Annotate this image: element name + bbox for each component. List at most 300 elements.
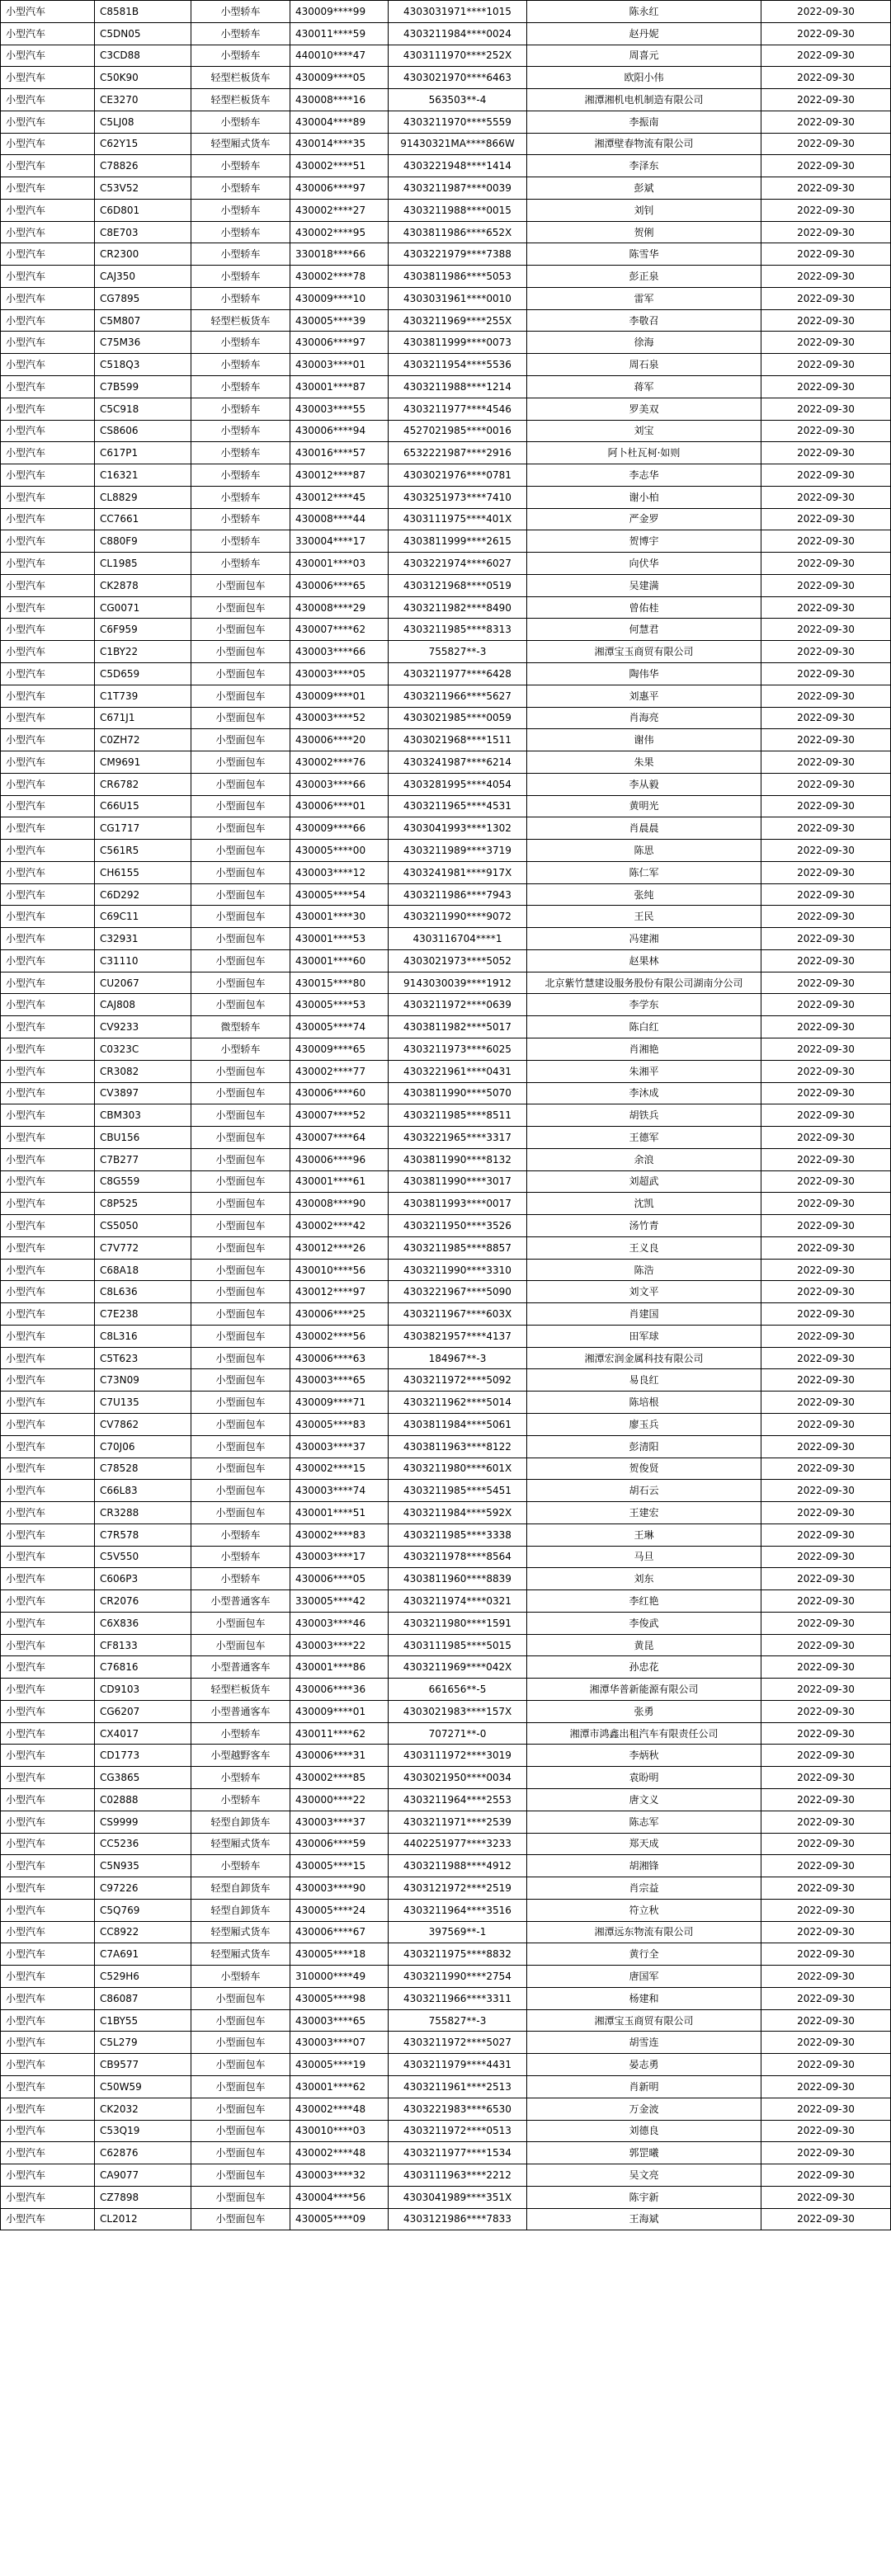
id-number-cell: 430001****30 (290, 906, 389, 928)
certificate-number-cell: 4303811990****8132 (389, 1148, 527, 1170)
vehicle-class-cell: 小型汽车 (1, 1325, 95, 1347)
vehicle-type-cell: 小型轿车 (191, 221, 290, 243)
date-cell: 2022-09-30 (761, 287, 891, 309)
vehicle-type-cell: 小型轿车 (191, 243, 290, 266)
vehicle-class-cell: 小型汽车 (1, 1369, 95, 1392)
certificate-number-cell: 4303211985****8857 (389, 1236, 527, 1259)
vehicle-class-cell: 小型汽车 (1, 354, 95, 376)
owner-cell: 杨建和 (527, 1987, 761, 2009)
owner-cell: 张纯 (527, 883, 761, 906)
plate-number-cell: C3CD88 (95, 45, 191, 67)
certificate-number-cell: 4303211987****0039 (389, 177, 527, 200)
owner-cell: 罗美双 (527, 398, 761, 420)
vehicle-class-cell: 小型汽车 (1, 707, 95, 729)
table-row (1, 861, 891, 883)
table-row (1, 1303, 891, 1326)
id-number-cell: 330004****17 (290, 530, 389, 553)
id-number-cell: 430006****97 (290, 177, 389, 200)
certificate-number-cell: 4303211985****3338 (389, 1523, 527, 1546)
plate-number-cell: CC5236 (95, 1833, 191, 1855)
id-number-cell: 430009****71 (290, 1392, 389, 1414)
vehicle-type-cell: 小型轿车 (191, 111, 290, 133)
id-number-cell: 330005****42 (290, 1590, 389, 1613)
plate-number-cell: CA9077 (95, 2164, 191, 2187)
table-row (1, 641, 891, 663)
owner-cell: 王德军 (527, 1127, 761, 1149)
owner-cell: 彭正泉 (527, 266, 761, 288)
date-cell: 2022-09-30 (761, 949, 891, 972)
vehicle-type-cell: 小型面包车 (191, 2142, 290, 2164)
certificate-number-cell: 4303821957****4137 (389, 1325, 527, 1347)
date-cell: 2022-09-30 (761, 596, 891, 619)
table-row (1, 1987, 891, 2009)
plate-number-cell: C7U135 (95, 1392, 191, 1414)
table-row (1, 883, 891, 906)
table-row (1, 177, 891, 200)
date-cell: 2022-09-30 (761, 133, 891, 155)
owner-cell: 湘潭华普新能源有限公司 (527, 1679, 761, 1701)
plate-number-cell: C5D659 (95, 662, 191, 685)
certificate-number-cell: 4303211990****2754 (389, 1966, 527, 1988)
plate-number-cell: C7B277 (95, 1148, 191, 1170)
plate-number-cell: C8P525 (95, 1193, 191, 1215)
plate-number-cell: C62876 (95, 2142, 191, 2164)
plate-number-cell: C70J06 (95, 1435, 191, 1458)
plate-number-cell: CS5050 (95, 1215, 191, 1237)
vehicle-class-cell: 小型汽车 (1, 795, 95, 817)
certificate-number-cell: 4303211988****0015 (389, 199, 527, 221)
date-cell: 2022-09-30 (761, 840, 891, 862)
vehicle-type-cell: 小型面包车 (191, 662, 290, 685)
owner-cell: 胡石云 (527, 1480, 761, 1502)
certificate-number-cell: 4303211972****5092 (389, 1369, 527, 1392)
vehicle-class-cell: 小型汽车 (1, 309, 95, 332)
table-row (1, 1392, 891, 1414)
vehicle-class-cell: 小型汽车 (1, 574, 95, 596)
plate-number-cell: C880F9 (95, 530, 191, 553)
certificate-number-cell: 4303211970****5559 (389, 111, 527, 133)
certificate-number-cell: 4303221974****6027 (389, 553, 527, 575)
table-row (1, 1546, 891, 1568)
date-cell: 2022-09-30 (761, 685, 891, 707)
plate-number-cell: C53V52 (95, 177, 191, 200)
vehicle-type-cell: 小型面包车 (191, 1612, 290, 1634)
plate-number-cell: CG7895 (95, 287, 191, 309)
vehicle-class-cell: 小型汽车 (1, 840, 95, 862)
date-cell: 2022-09-30 (761, 1435, 891, 1458)
vehicle-class-cell: 小型汽车 (1, 530, 95, 553)
table-row (1, 994, 891, 1016)
owner-cell: 湘潭宝玉商贸有限公司 (527, 641, 761, 663)
certificate-number-cell: 4303211985****8313 (389, 619, 527, 641)
date-cell: 2022-09-30 (761, 442, 891, 464)
date-cell: 2022-09-30 (761, 1612, 891, 1634)
table-row (1, 1966, 891, 1988)
id-number-cell: 430006****97 (290, 332, 389, 354)
id-number-cell: 430008****16 (290, 89, 389, 111)
date-cell: 2022-09-30 (761, 641, 891, 663)
owner-cell: 何慧君 (527, 619, 761, 641)
date-cell: 2022-09-30 (761, 1038, 891, 1060)
vehicle-type-cell: 小型面包车 (191, 2009, 290, 2032)
plate-number-cell: CX4017 (95, 1722, 191, 1745)
vehicle-type-cell: 小型面包车 (191, 1392, 290, 1414)
date-cell: 2022-09-30 (761, 508, 891, 530)
plate-number-cell: C6X836 (95, 1612, 191, 1634)
date-cell: 2022-09-30 (761, 2142, 891, 2164)
table-row (1, 1612, 891, 1634)
plate-number-cell: CC7661 (95, 508, 191, 530)
certificate-number-cell: 4303221979****7388 (389, 243, 527, 266)
plate-number-cell: C53Q19 (95, 2120, 191, 2142)
id-number-cell: 430005****53 (290, 994, 389, 1016)
table-row (1, 221, 891, 243)
certificate-number-cell: 4303211990****9072 (389, 906, 527, 928)
vehicle-class-cell: 小型汽车 (1, 1215, 95, 1237)
id-number-cell: 430002****83 (290, 1523, 389, 1546)
date-cell: 2022-09-30 (761, 221, 891, 243)
vehicle-class-cell: 小型汽车 (1, 45, 95, 67)
owner-cell: 彭斌 (527, 177, 761, 200)
date-cell: 2022-09-30 (761, 817, 891, 840)
id-number-cell: 430010****56 (290, 1259, 389, 1281)
certificate-number-cell: 4303021973****5052 (389, 949, 527, 972)
owner-cell: 王建宏 (527, 1502, 761, 1524)
owner-cell: 刘东 (527, 1568, 761, 1590)
table-row (1, 1523, 891, 1546)
vehicle-type-cell: 小型轿车 (191, 354, 290, 376)
id-number-cell: 430005****18 (290, 1943, 389, 1966)
owner-cell: 陈白红 (527, 1016, 761, 1038)
owner-cell: 田军球 (527, 1325, 761, 1347)
table-row (1, 2120, 891, 2142)
id-number-cell: 430003****37 (290, 1811, 389, 1833)
certificate-number-cell: 4303211986****7943 (389, 883, 527, 906)
certificate-number-cell: 4303211964****2553 (389, 1789, 527, 1811)
plate-number-cell: CG0071 (95, 596, 191, 619)
date-cell: 2022-09-30 (761, 2009, 891, 2032)
vehicle-type-cell: 轻型厢式货车 (191, 1921, 290, 1943)
owner-cell: 刘文平 (527, 1281, 761, 1303)
owner-cell: 沈凯 (527, 1193, 761, 1215)
id-number-cell: 430009****10 (290, 287, 389, 309)
table-row (1, 1634, 891, 1656)
certificate-number-cell: 4303811986****652X (389, 221, 527, 243)
table-row (1, 773, 891, 795)
certificate-number-cell: 4303211988****1214 (389, 376, 527, 398)
owner-cell: 周石泉 (527, 354, 761, 376)
vehicle-class-cell: 小型汽车 (1, 1855, 95, 1877)
plate-number-cell: C86087 (95, 1987, 191, 2009)
certificate-number-cell: 4303211972****0513 (389, 2120, 527, 2142)
vehicle-type-cell: 轻型自卸货车 (191, 1877, 290, 1900)
id-number-cell: 430001****87 (290, 376, 389, 398)
vehicle-type-cell: 小型轿车 (191, 1, 290, 23)
owner-cell: 肖晨晨 (527, 817, 761, 840)
vehicle-class-cell: 小型汽车 (1, 994, 95, 1016)
vehicle-type-cell: 小型面包车 (191, 2098, 290, 2120)
plate-number-cell: C529H6 (95, 1966, 191, 1988)
table-row (1, 1148, 891, 1170)
certificate-number-cell: 4303021983****157X (389, 1700, 527, 1722)
table-row (1, 1921, 891, 1943)
vehicle-type-cell: 小型轿车 (191, 398, 290, 420)
vehicle-class-cell: 小型汽车 (1, 1127, 95, 1149)
certificate-number-cell: 4303211954****5536 (389, 354, 527, 376)
id-number-cell: 430011****62 (290, 1722, 389, 1745)
vehicle-class-cell: 小型汽车 (1, 1502, 95, 1524)
date-cell: 2022-09-30 (761, 1060, 891, 1082)
date-cell: 2022-09-30 (761, 332, 891, 354)
date-cell: 2022-09-30 (761, 1943, 891, 1966)
vehicle-type-cell: 小型面包车 (191, 795, 290, 817)
vehicle-type-cell: 小型面包车 (191, 2054, 290, 2076)
plate-number-cell: C69C11 (95, 906, 191, 928)
id-number-cell: 430007****62 (290, 619, 389, 641)
date-cell: 2022-09-30 (761, 1458, 891, 1480)
table-body (1, 1, 891, 2230)
vehicle-type-cell: 小型面包车 (191, 1148, 290, 1170)
vehicle-class-cell: 小型汽车 (1, 1899, 95, 1921)
plate-number-cell: C73N09 (95, 1369, 191, 1392)
id-number-cell: 430005****98 (290, 1987, 389, 2009)
owner-cell: 胡湘锋 (527, 1855, 761, 1877)
owner-cell: 胡雪连 (527, 2032, 761, 2054)
vehicle-type-cell: 小型轿车 (191, 1767, 290, 1789)
certificate-number-cell: 4303021976****0781 (389, 464, 527, 487)
vehicle-type-cell: 轻型自卸货车 (191, 1899, 290, 1921)
owner-cell: 赵丹妮 (527, 22, 761, 45)
id-number-cell: 430008****90 (290, 1193, 389, 1215)
id-number-cell: 430006****20 (290, 729, 389, 751)
vehicle-class-cell: 小型汽车 (1, 243, 95, 266)
table-row (1, 442, 891, 464)
vehicle-type-cell: 小型轿车 (191, 420, 290, 442)
owner-cell: 张勇 (527, 1700, 761, 1722)
table-row (1, 376, 891, 398)
owner-cell: 陈培根 (527, 1392, 761, 1414)
plate-number-cell: CL1985 (95, 553, 191, 575)
date-cell: 2022-09-30 (761, 2075, 891, 2098)
owner-cell: 彭清阳 (527, 1435, 761, 1458)
certificate-number-cell: 4303211973****6025 (389, 1038, 527, 1060)
owner-cell: 曾佑桂 (527, 596, 761, 619)
plate-number-cell: CF8133 (95, 1634, 191, 1656)
vehicle-type-cell: 小型轿车 (191, 464, 290, 487)
plate-number-cell: C66L83 (95, 1480, 191, 1502)
vehicle-class-cell: 小型汽车 (1, 1568, 95, 1590)
date-cell: 2022-09-30 (761, 266, 891, 288)
certificate-number-cell: 4303211966****3311 (389, 1987, 527, 2009)
table-row (1, 751, 891, 774)
certificate-number-cell: 4303251973****7410 (389, 486, 527, 508)
plate-number-cell: CU2067 (95, 972, 191, 994)
vehicle-type-cell: 小型轿车 (191, 530, 290, 553)
plate-number-cell: C561R5 (95, 840, 191, 862)
vehicle-type-cell: 小型面包车 (191, 1060, 290, 1082)
vehicle-class-cell: 小型汽车 (1, 1656, 95, 1679)
vehicle-class-cell: 小型汽车 (1, 1745, 95, 1767)
table-row (1, 354, 891, 376)
certificate-number-cell: 4303211969****255X (389, 309, 527, 332)
plate-number-cell: C6D801 (95, 199, 191, 221)
vehicle-type-cell: 小型面包车 (191, 2032, 290, 2054)
table-row (1, 1700, 891, 1722)
vehicle-class-cell: 小型汽车 (1, 376, 95, 398)
plate-number-cell: C5T623 (95, 1347, 191, 1369)
table-row (1, 464, 891, 487)
vehicle-type-cell: 小型轿车 (191, 1038, 290, 1060)
table-row (1, 1590, 891, 1613)
owner-cell: 李从毅 (527, 773, 761, 795)
vehicle-type-cell: 轻型栏板货车 (191, 1679, 290, 1701)
id-number-cell: 430001****86 (290, 1656, 389, 1679)
owner-cell: 胡铁兵 (527, 1104, 761, 1127)
vehicle-class-cell: 小型汽车 (1, 486, 95, 508)
vehicle-class-cell: 小型汽车 (1, 1987, 95, 2009)
vehicle-class-cell: 小型汽车 (1, 2164, 95, 2187)
date-cell: 2022-09-30 (761, 795, 891, 817)
vehicle-type-cell: 小型轿车 (191, 376, 290, 398)
vehicle-type-cell: 小型轿车 (191, 1855, 290, 1877)
date-cell: 2022-09-30 (761, 243, 891, 266)
certificate-number-cell: 4303211971****2539 (389, 1811, 527, 1833)
vehicle-type-cell: 小型面包车 (191, 1414, 290, 1436)
owner-cell: 郑天成 (527, 1833, 761, 1855)
table-row (1, 1082, 891, 1104)
vehicle-class-cell: 小型汽车 (1, 1435, 95, 1458)
vehicle-type-cell: 小型轿车 (191, 332, 290, 354)
plate-number-cell: C7A691 (95, 1943, 191, 1966)
plate-number-cell: C5M807 (95, 309, 191, 332)
certificate-number-cell: 4303116704****1 (389, 928, 527, 950)
owner-cell: 湘潭湘机电机制造有限公司 (527, 89, 761, 111)
plate-number-cell: CL2012 (95, 2208, 191, 2230)
vehicle-class-cell: 小型汽车 (1, 221, 95, 243)
certificate-number-cell: 755827**-3 (389, 641, 527, 663)
vehicle-class-cell: 小型汽车 (1, 2054, 95, 2076)
date-cell: 2022-09-30 (761, 2098, 891, 2120)
vehicle-class-cell: 小型汽车 (1, 1634, 95, 1656)
certificate-number-cell: 4303221961****0431 (389, 1060, 527, 1082)
id-number-cell: 430009****05 (290, 67, 389, 89)
table-row (1, 1215, 891, 1237)
certificate-number-cell: 4303241987****6214 (389, 751, 527, 774)
vehicle-class-cell: 小型汽车 (1, 1679, 95, 1701)
vehicle-class-cell: 小型汽车 (1, 1060, 95, 1082)
owner-cell: 黄明光 (527, 795, 761, 817)
id-number-cell: 310000****49 (290, 1966, 389, 1988)
id-number-cell: 430005****54 (290, 883, 389, 906)
date-cell: 2022-09-30 (761, 972, 891, 994)
table-row (1, 1722, 891, 1745)
date-cell: 2022-09-30 (761, 1833, 891, 1855)
owner-cell: 廖玉兵 (527, 1414, 761, 1436)
table-row (1, 2054, 891, 2076)
vehicle-class-cell: 小型汽车 (1, 1392, 95, 1414)
vehicle-type-cell: 小型轿车 (191, 1722, 290, 1745)
certificate-number-cell: 4303211982****8490 (389, 596, 527, 619)
certificate-number-cell: 4303211984****0024 (389, 22, 527, 45)
table-row (1, 1369, 891, 1392)
vehicle-type-cell: 小型面包车 (191, 596, 290, 619)
date-cell: 2022-09-30 (761, 1502, 891, 1524)
id-number-cell: 430003****66 (290, 641, 389, 663)
id-number-cell: 430009****01 (290, 685, 389, 707)
date-cell: 2022-09-30 (761, 619, 891, 641)
date-cell: 2022-09-30 (761, 177, 891, 200)
certificate-number-cell: 4303041989****351X (389, 2186, 527, 2208)
id-number-cell: 430008****29 (290, 596, 389, 619)
id-number-cell: 430002****51 (290, 155, 389, 177)
owner-cell: 向伏华 (527, 553, 761, 575)
vehicle-class-cell: 小型汽车 (1, 553, 95, 575)
date-cell: 2022-09-30 (761, 22, 891, 45)
owner-cell: 孙忠花 (527, 1656, 761, 1679)
owner-cell: 赵果林 (527, 949, 761, 972)
vehicle-class-cell: 小型汽车 (1, 1458, 95, 1480)
date-cell: 2022-09-30 (761, 2164, 891, 2187)
vehicle-type-cell: 小型轿车 (191, 22, 290, 45)
vehicle-type-cell: 小型面包车 (191, 1170, 290, 1193)
id-number-cell: 430006****60 (290, 1082, 389, 1104)
vehicle-class-cell: 小型汽车 (1, 1943, 95, 1966)
owner-cell: 冯建湘 (527, 928, 761, 950)
vehicle-class-cell: 小型汽车 (1, 1347, 95, 1369)
date-cell: 2022-09-30 (761, 1392, 891, 1414)
table-row (1, 1104, 891, 1127)
table-row (1, 1767, 891, 1789)
certificate-number-cell: 4303211978****8564 (389, 1546, 527, 1568)
vehicle-type-cell: 小型面包车 (191, 840, 290, 862)
table-row (1, 729, 891, 751)
plate-number-cell: C6D292 (95, 883, 191, 906)
id-number-cell: 430005****74 (290, 1016, 389, 1038)
certificate-number-cell: 184967**-3 (389, 1347, 527, 1369)
vehicle-class-cell: 小型汽车 (1, 1590, 95, 1613)
id-number-cell: 430003****52 (290, 707, 389, 729)
vehicle-type-cell: 小型轿车 (191, 1966, 290, 1988)
owner-cell: 湘潭远东物流有限公司 (527, 1921, 761, 1943)
date-cell: 2022-09-30 (761, 530, 891, 553)
owner-cell: 易良红 (527, 1369, 761, 1392)
date-cell: 2022-09-30 (761, 376, 891, 398)
table-row (1, 1259, 891, 1281)
plate-number-cell: CS9999 (95, 1811, 191, 1833)
owner-cell: 李沐成 (527, 1082, 761, 1104)
certificate-number-cell: 661656**-5 (389, 1679, 527, 1701)
plate-number-cell: CAJ808 (95, 994, 191, 1016)
owner-cell: 陈宇新 (527, 2186, 761, 2208)
plate-number-cell: CL8829 (95, 486, 191, 508)
plate-number-cell: C7R578 (95, 1523, 191, 1546)
plate-number-cell: C75M36 (95, 332, 191, 354)
plate-number-cell: CS8606 (95, 420, 191, 442)
table-row (1, 332, 891, 354)
table-row (1, 2032, 891, 2054)
owner-cell: 汤竹青 (527, 1215, 761, 1237)
vehicle-type-cell: 小型轿车 (191, 508, 290, 530)
id-number-cell: 430003****05 (290, 662, 389, 685)
vehicle-type-cell: 轻型自卸货车 (191, 1811, 290, 1833)
plate-number-cell: CG6207 (95, 1700, 191, 1722)
owner-cell: 李学东 (527, 994, 761, 1016)
id-number-cell: 430012****87 (290, 464, 389, 487)
vehicle-type-cell: 轻型栏板货车 (191, 309, 290, 332)
plate-number-cell: C32931 (95, 928, 191, 950)
vehicle-class-cell: 小型汽车 (1, 1833, 95, 1855)
certificate-number-cell: 4303211974****0321 (389, 1590, 527, 1613)
